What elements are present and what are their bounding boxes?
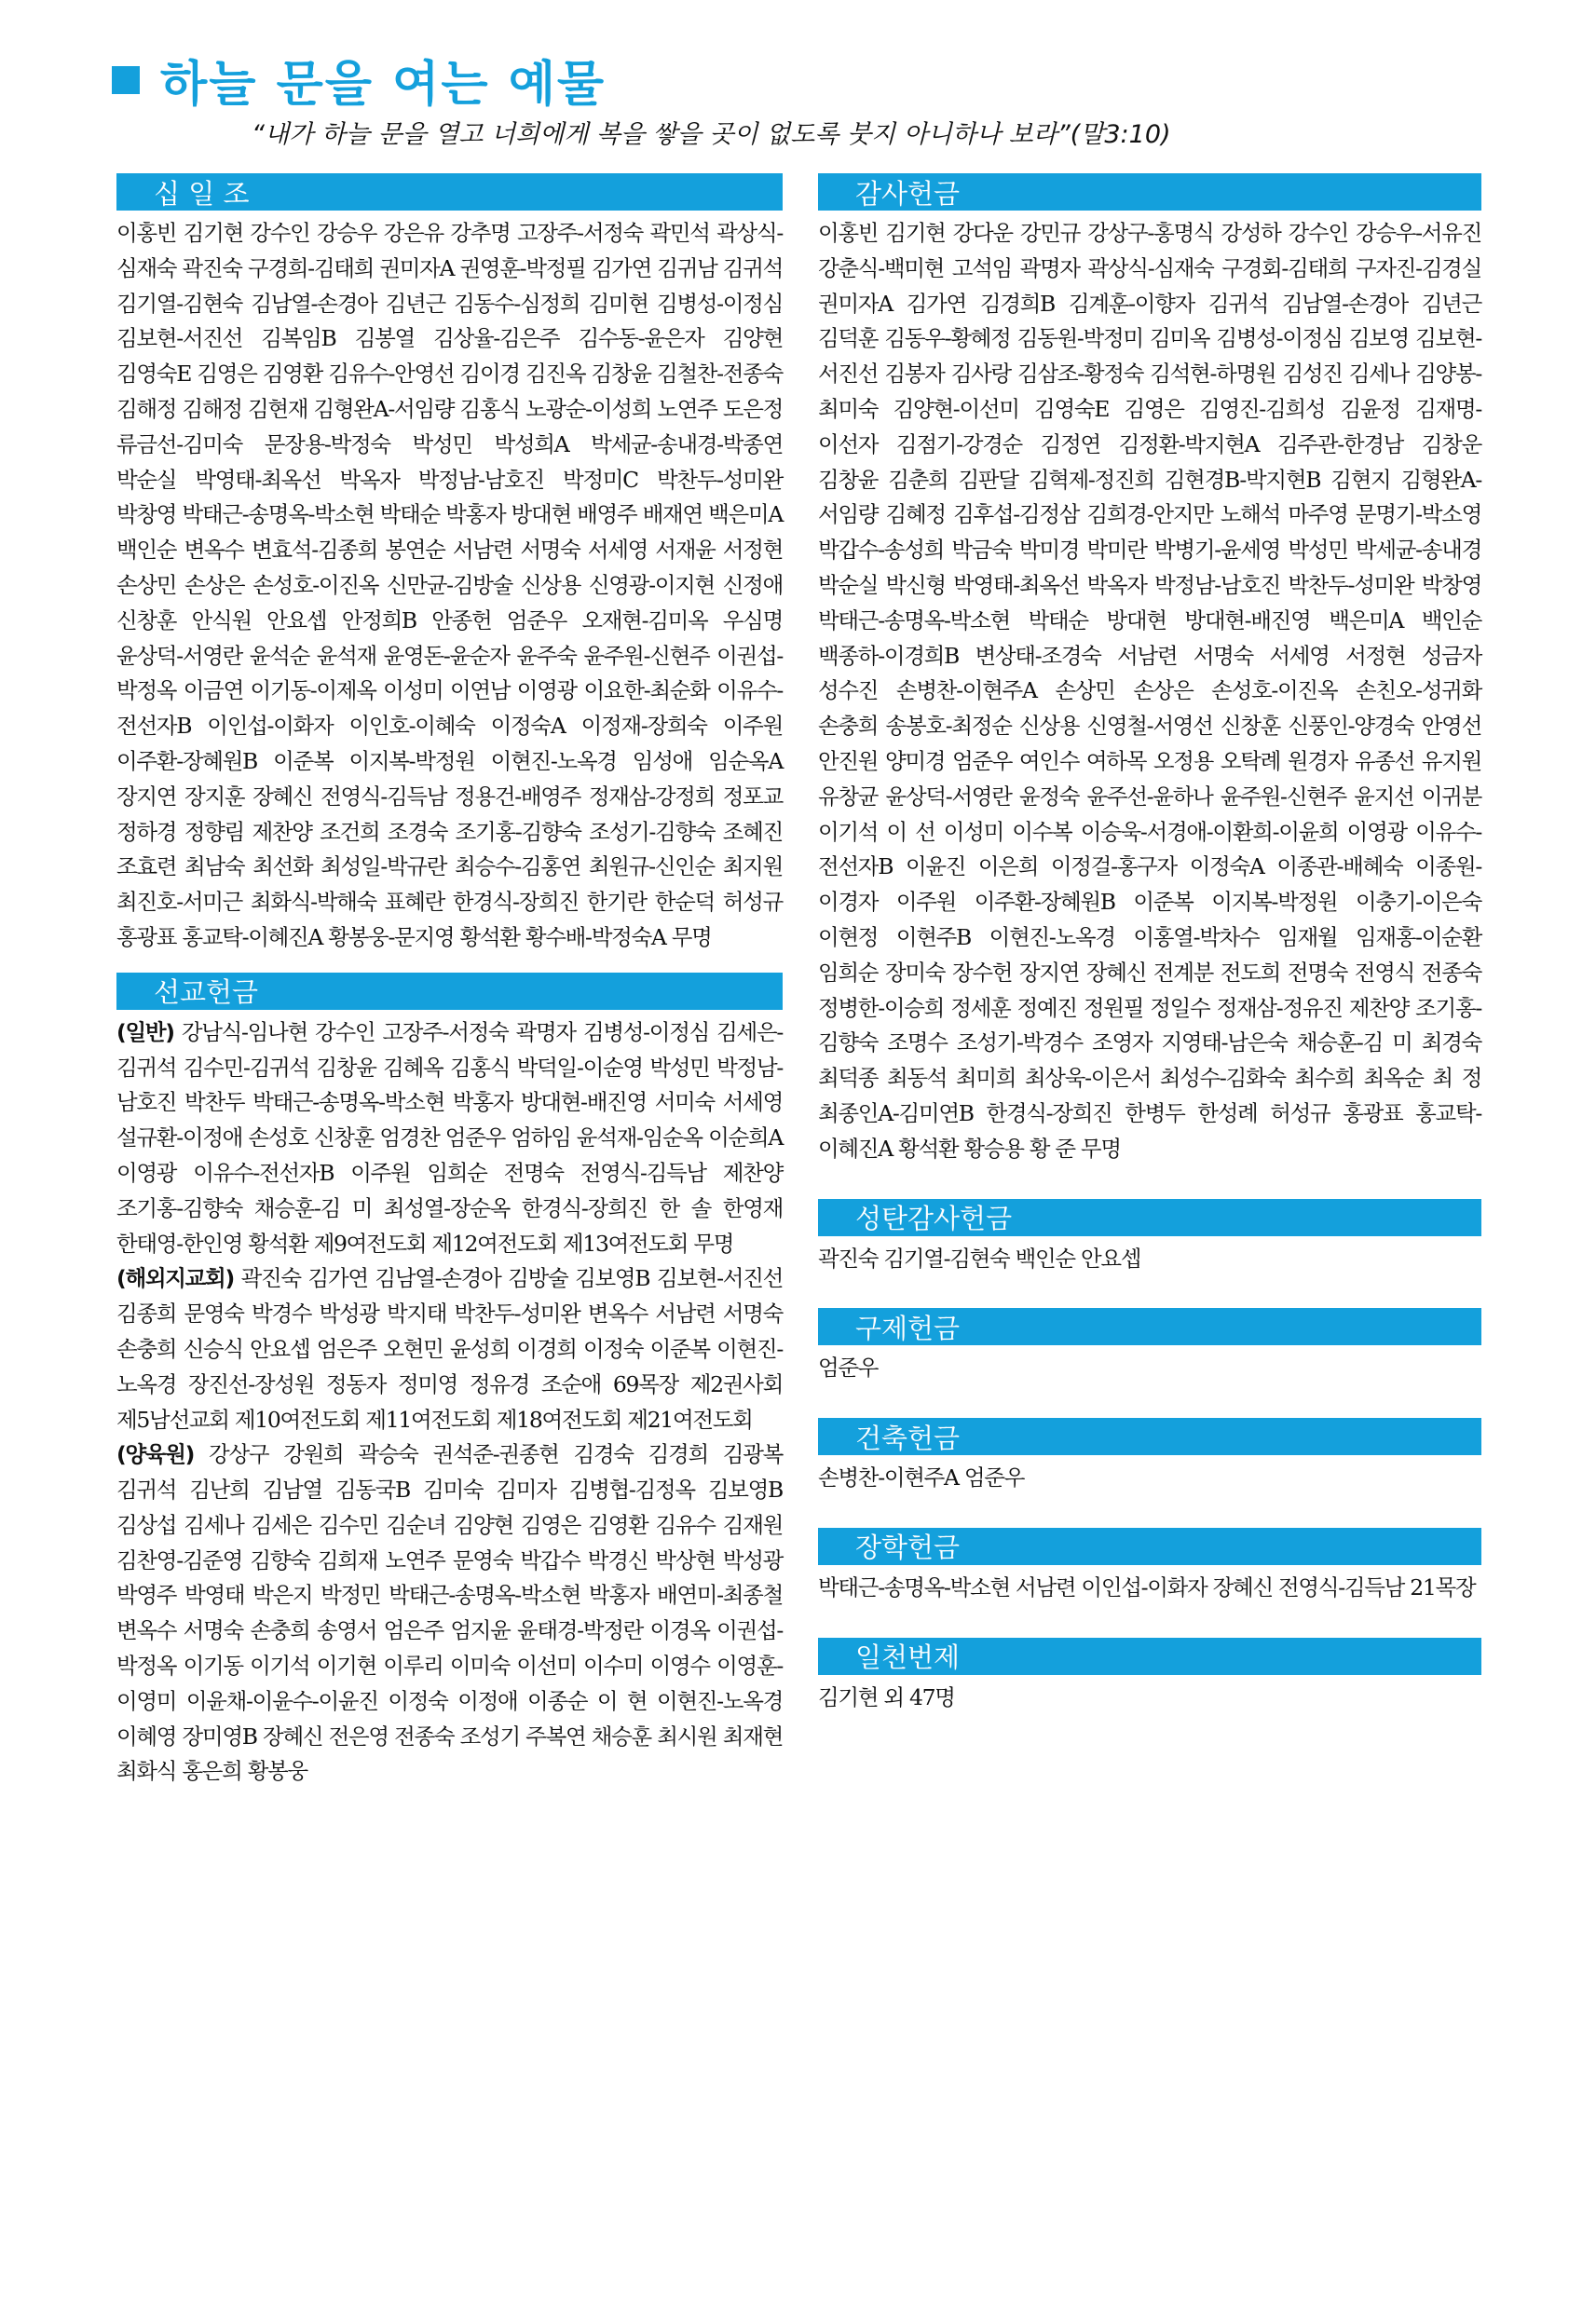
left-column — [116, 173, 783, 1790]
section-heading-thanks: 감사헌금 — [818, 173, 1481, 211]
mission-group-text: 곽진숙 김가연 김남열-손경아 김방술 김보영B 김보현-서진선 김종희 문영숙 박경수 박성광 박지태 박찬두-성미완 변옥수 서남련 서명숙 손충희 신승식 안요셉 엄은주 오현민 윤성희 이경희 이정숙 이준복 이현진-노옥경 장진선-장성원 정동자 정미영 정유경 조순애 69목장 제2권사회 제5남선교회 제10여전도회 제11여전도회 제18여전도회 제21여전도회 — [116, 1265, 784, 1433]
section-body-christmas: 곽진숙 김기열-김현숙 백인순 안요셉 — [818, 1245, 1141, 1272]
mission-group-overseas — [116, 1261, 783, 1437]
section-body-scholarship: 박태근-송명옥-박소현 서남련 이인섭-이화자 장혜신 전영식-김득남 21목장 — [818, 1573, 1476, 1601]
section-heading-ilcheon: 일천번제 — [818, 1638, 1481, 1675]
section-heading-building: 건축헌금 — [818, 1418, 1481, 1455]
section-body-building: 손병찬-이현주A 엄준우 — [818, 1464, 1025, 1492]
section-body-tithe: 이홍빈 김기현 강수인 강승우 강은유 강추명 고장주-서정숙 곽민석 곽상식-심재숙 곽진숙 구경희-김태희 권미자A 권영훈-박정필 김가연 김귀남 김귀석 김기열-김현숙 김남열-손경아 김년근 김동수-심정희 김미현 김병성-이정심 김보현-서진선 김복임B 김봉열 김상율-김은주 김수동-윤은자 김양현 김영숙E 김영은 김영환 김유수-안영선 김이경 김진옥 김창윤 김철찬-전종숙 김해정 김해정 김현재 김형완A-서임량 김홍식 노광순-이성희 노연주 도은정 류금선-김미숙 문장용-박정숙 박성민 박성희A 박세균-송내경-박종연 박순실 박영태-최옥선 박옥자 박정남-남호진 박정미C 박찬두-성미완 박창영 박태근-송명옥-박소현 박태순 박홍자 방대현 배영주 배재연 백은미A 백인순 변옥수 변효석-김종희 봉연순 서남련 서명숙 서세영 서재윤 서정현 손상민 손상은 손성호-이진옥 신만균-김방술 신상용 신영광-이지현 신정애 신창훈 안식원 안요셉 안정희B 안종헌 엄준우 오재현-김미옥 우심명 윤상덕-서영란 윤석순 윤석재 윤영돈-윤순자 윤주숙 윤주원-신현주 이권섭-박정옥 이금연 이기동-이제옥 이성미 이연남 이영광 이요한-최순화 이유수-전선자B 이인섭-이화자 이인호-이혜숙 이정숙A 이정재-장희숙 이주원 이주환-장혜원B 이준복 이지복-박정원 이현진-노옥경 임성애 임순옥A 장지연 장지훈 장혜신 전영식-김득남 정용건-배영주 정재삼-강정희 정포교 정하경 정향림 제찬양 조건희 조경숙 조기홍-김향숙 조성기-김향숙 조혜진 조효련 최남숙 최선화 최성일-박규란 최승수-김홍연 최원규-신인순 최지원 최진호-서미근 최화식-박해숙 표혜란 한경식-장희진 한기란 한순덕 허성규 홍광표 홍교탁-이혜진A 황봉웅-문지영 황석환 황수배-박정숙A 무명 — [116, 220, 783, 950]
section-heading-scholarship: 장학헌금 — [818, 1528, 1481, 1565]
mission-group-text: 강상구 강원희 곽승숙 권석준-권종현 김경숙 김경희 김광복 김귀석 김난희 김남열 김동국B 김미숙 김미자 김병협-김정옥 김보영B 김상섭 김세나 김세은 김수민 김순녀 김양현 김영은 김영환 김유수 김재원 김찬영-김준영 김향숙 김희재 노연주 문영숙 박갑수 박경신 박상현 박성광 박영주 박영태 박은지 박정민 박태근-송명옥-박소현 박홍자 배연미-최종철 변옥수 서명숙 손충희 송영서 엄은주 엄지윤 윤태경-박정란 이경옥 이권섭-박정옥 이기동 이기석 이기현 이루리 이미숙 이선미 이수미 이영수 이영훈-이영미 이윤채-이윤수-이윤진 이정숙 이정애 이종순 이 현 이현진-노옥경 이혜영 장미영B 장혜신 전은영 전종숙 조성기 주복연 채승훈 최시원 최재현 최화식 홍은희 황봉웅 — [116, 1441, 783, 1785]
section-heading-christmas: 성탄감사헌금 — [818, 1199, 1481, 1236]
title-row — [112, 45, 1509, 115]
title-square-icon — [112, 66, 140, 94]
mission-group-text: 강남식-임나현 강수인 고장주-서정숙 곽명자 김병성-이정심 김세은-김귀석 김수민-김귀석 김창윤 김혜옥 김홍식 박덕일-이순영 박성민 박정남-남호진 박찬두 박태근-송명옥-박소현 박홍자 방대현-배진영 서미숙 서세영 설규환-이정애 손성호 신창훈 엄경찬 엄준우 엄하임 윤석재-임순옥 이순희A 이영광 이유수-전선자B 이주원 임희순 전명숙 전영식-김득남 제찬양 조기홍-김향숙 채승훈-김 미 최성열-장순옥 한경식-장희진 한 솔 한영재 한태영-한인영 황석환 제9여전도회 제12여전도회 제13여전도회 무명 — [116, 1018, 783, 1257]
section-body-ilcheon: 김기현 외 47명 — [818, 1683, 955, 1710]
mission-group-general — [116, 1015, 783, 1262]
mission-group-label: (일반) — [116, 1018, 174, 1045]
bible-verse: “내가 하늘 문을 열고 너희에게 복을 쌓을 곳이 없도록 붓지 아니하나 보라”(말3:10) — [252, 120, 1171, 149]
section-heading-tithe: 십 일 조 — [116, 173, 783, 211]
section-heading-mission: 선교헌금 — [116, 973, 783, 1010]
mission-group-orphanage — [116, 1437, 783, 1790]
section-body-thanks: 이홍빈 김기현 강다운 강민규 강상구-홍명식 강성하 강수인 강승우-서유진 강춘식-백미현 고석임 곽명자 곽상식-심재숙 구경회-김태희 구자진-김경실 권미자A 김가연 김경희B 김계훈-이향자 김귀석 김남열-손경아 김년근 김덕훈 김동우-황혜정 김동원-박정미 김미옥 김병성-이정심 김보영 김보현-서진선 김봉자 김사랑 김삼조-황정숙 김석현-하명원 김성진 김세나 김양봉-최미숙 김양현-이선미 김영숙E 김영은 김영진-김희성 김윤정 김재명-이선자 김점기-강경순 김정연 김정환-박지현A 김주관-한경남 김창운 김창윤 김춘희 김판달 김혁제-정진희 김현경B-박지현B 김현지 김형완A-서임량 김혜정 김후섭-김정삼 김희경-안지만 노해석 마주영 문명기-박소영 박갑수-송성희 박금숙 박미경 박미란 박병기-윤세영 박성민 박세균-송내경 박순실 박신형 박영태-최옥선 박옥자 박정남-남호진 박찬두-성미완 박창영 박태근-송명옥-박소현 박태순 방대현 방대현-배진영 백은미A 백인순 백종하-이경희B 변상태-조경숙 서남련 서명숙 서세영 서정현 성금자 성수진 손병찬-이현주A 손상민 손상은 손성호-이진옥 손친오-성귀화 손충희 송봉호-최정순 신상용 신영철-서영선 신창훈 신풍인-양경숙 안영선 안진원 양미경 엄준우 여인수 여하목 오정용 오탁례 원경자 유종선 유지원 유창균 윤상덕-서영란 윤정숙 윤주선-윤하나 윤주원-신현주 윤지선 이귀분 이기석 이 선 이성미 이수복 이승욱-서경애-이환희-이윤희 이영광 이유수-전선자B 이윤진 이은희 이정걸-홍구자 이정숙A 이종관-배혜숙 이종원-이경자 이주원 이주환-장혜원B 이준복 이지복-박정원 이충기-이은숙 이현정 이현주B 이현진-노옥경 이홍열-박차수 임재월 임재홍-이순환 임희순 장미숙 장수헌 장지연 장혜신 전계분 전도희 전명숙 전영식 전종숙 정병한-이승희 정세훈 정예진 정원필 정일수 정재삼-정유진 제찬양 조기홍-김향숙 조명수 조성기-박경수 조영자 지영태-남은숙 채승훈-김 미 최경숙 최덕종 최동석 최미희 최상욱-이은서 최성수-김화숙 최수희 최옥순 최 정 최종인A-김미연B 한경식-장희진 한병두 한성례 허성규 홍광표 홍교탁-이혜진A 황석환 황승용 황 준 무명 — [818, 220, 1481, 1162]
section-body-relief: 엄준우 — [818, 1355, 879, 1382]
mission-group-label: (양육원) — [116, 1441, 195, 1468]
section-heading-relief: 구제헌금 — [818, 1308, 1481, 1345]
page-title: 하늘 문을 여는 예물 — [160, 57, 607, 113]
right-column — [818, 173, 1481, 1716]
mission-group-label: (해외지교회) — [116, 1265, 234, 1292]
page-header — [112, 45, 1509, 115]
